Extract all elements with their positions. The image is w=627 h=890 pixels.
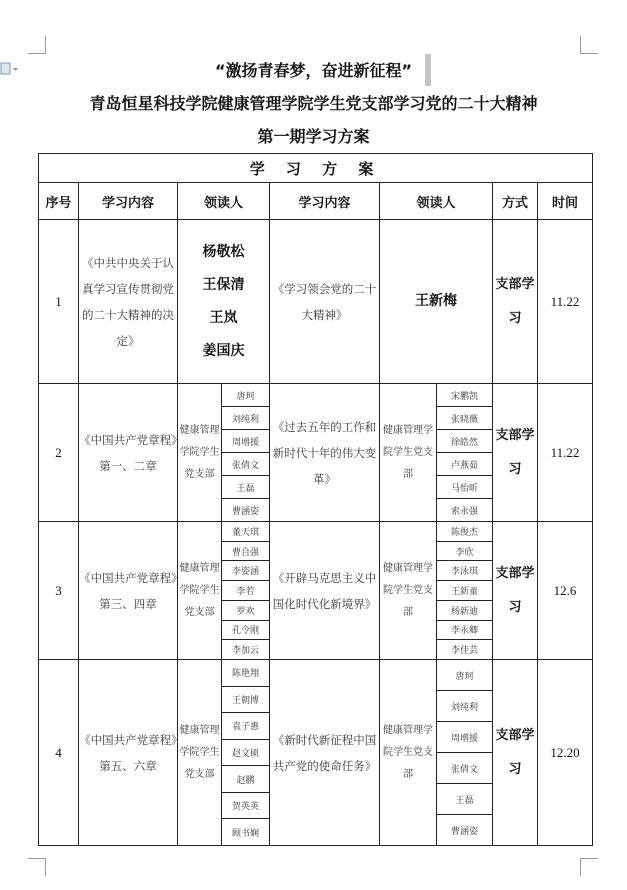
reader-name: 徐皓然 (437, 430, 492, 453)
method-text: 支部学习 (495, 565, 535, 615)
reader-name: 王岚 (209, 309, 238, 326)
crop-mark-bottom-right (580, 858, 598, 876)
doc-title-sub: 第一期学习方案 (257, 127, 370, 146)
study-content: 《中国共产党章程》第五、六章 (79, 660, 178, 846)
table-caption: 学 习 方 案 (39, 154, 593, 183)
reader-list (437, 660, 493, 846)
reader-name: 张倩文 (222, 453, 269, 476)
reader-list (437, 384, 493, 522)
reader-list (222, 660, 270, 846)
study-content: 《中国共产党章程》第一、二章 (79, 384, 178, 522)
study-time: 12.6 (538, 522, 593, 660)
reader-name: 周增援 (437, 722, 492, 753)
reader-organization: 健康管理学院学生党支部 (380, 522, 437, 660)
method-text: 支部学习 (495, 727, 535, 777)
study-method (493, 522, 538, 660)
study-method (493, 660, 538, 846)
method-text: 支部学习 (495, 276, 535, 326)
header-method: 方式 (493, 183, 538, 220)
study-content: 《学习领会党的二十大精神》 (270, 220, 380, 384)
reader-name: 李永卿 (437, 621, 492, 641)
reader-name: 罗欢 (222, 601, 269, 621)
reader-name: 赵鹏 (222, 766, 269, 793)
row-number: 3 (39, 522, 79, 660)
reader-name: 杨新迪 (437, 601, 492, 621)
row-number: 4 (39, 660, 79, 846)
study-method (493, 384, 538, 522)
reader-name: 李欣 (437, 542, 492, 562)
reader-organization: 健康管理学院学生党支部 (178, 522, 222, 660)
study-content: 《中共中央关于认真学习宣传贯彻党的二十大精神的决定》 (79, 220, 178, 384)
reader-name: 姜国庆 (202, 342, 245, 359)
table-row (39, 660, 593, 846)
header-time: 时间 (538, 183, 593, 220)
reader-name: 王磊 (437, 784, 492, 815)
table-header-row (39, 183, 593, 220)
row-number: 2 (39, 384, 79, 522)
study-content: 《中国共产党章程》第三、四章 (79, 522, 178, 660)
table-row (39, 220, 593, 384)
reader-list (222, 522, 270, 660)
reader-organization: 健康管理学院学生党支部 (178, 660, 222, 846)
study-content: 《过去五年的工作和新时代十年的伟大变革》 (270, 384, 380, 522)
reader-name: 卢燕茹 (437, 453, 492, 476)
header-content-2: 学习内容 (270, 183, 380, 220)
reader-name: 李加云 (231, 646, 259, 657)
reader-group (178, 220, 270, 384)
reader-name: 李泳琪 (437, 561, 492, 581)
reader-name: 李姿涵 (222, 561, 269, 581)
reader-organization: 健康管理学院学生党支部 (380, 384, 437, 522)
reader-name: 董天琪 (222, 522, 269, 542)
header-reader-1: 领读人 (178, 183, 270, 220)
study-time: 11.22 (538, 220, 593, 384)
reader-name: 索永强 (450, 506, 478, 517)
reader-name: 王保清 (202, 276, 245, 293)
reader-name: 张倩文 (437, 753, 492, 784)
reader-name: 顾书娴 (231, 828, 259, 839)
study-time: 12.20 (538, 660, 593, 846)
reader-name: 李若 (222, 581, 269, 601)
reader-name: 王朝博 (222, 687, 269, 714)
reader-name: 王新童 (437, 581, 492, 601)
doc-title-slogan: “激扬青春梦，奋进新征程” (214, 61, 413, 80)
reader-organization: 健康管理学院学生党支部 (380, 660, 437, 846)
reader-name: 王磊 (222, 476, 269, 499)
reader-organization: 健康管理学院学生党支部 (178, 384, 222, 522)
reader-name: 王新梅 (380, 220, 493, 384)
reader-list (222, 384, 270, 522)
reader-name: 刘纯利 (437, 691, 492, 722)
reader-list (437, 522, 493, 660)
reader-name: 赵文硕 (222, 740, 269, 767)
table-row (39, 522, 593, 660)
reader-name: 李佳芸 (450, 646, 478, 657)
reader-name: 曹涵姿 (450, 826, 478, 837)
header-content-1: 学习内容 (79, 183, 178, 220)
reader-name: 马怡昕 (437, 476, 492, 499)
reader-name: 曹涵姿 (231, 506, 259, 517)
reader-name: 周增援 (222, 430, 269, 453)
header-no: 序号 (39, 183, 79, 220)
reader-name: 唐珂 (437, 660, 492, 691)
reader-name: 刘纯利 (222, 407, 269, 430)
method-text: 支部学习 (495, 427, 535, 477)
crop-mark-bottom-left (28, 858, 46, 876)
study-content: 《开辟马克思主义中国化时代化新境界》 (270, 522, 380, 660)
reader-name: 宋鹏凯 (437, 384, 492, 407)
reader-name: 唐珂 (222, 384, 269, 407)
reader-name: 袁子惠 (222, 713, 269, 740)
reader-name: 贺英英 (222, 793, 269, 820)
study-time: 11.22 (538, 384, 593, 522)
reader-name: 张晓薇 (437, 407, 492, 430)
reader-name: 陈俊杰 (437, 522, 492, 542)
reader-name: 陈艳翔 (222, 660, 269, 687)
reader-name: 曹自强 (222, 542, 269, 562)
study-method (493, 220, 538, 384)
study-plan-table (38, 153, 593, 846)
header-reader-2: 领读人 (380, 183, 493, 220)
reader-name: 孔令刚 (222, 621, 269, 641)
crop-mark-top-right (580, 36, 598, 54)
row-number: 1 (39, 220, 79, 384)
table-row (39, 384, 593, 522)
crop-mark-top-left (28, 36, 46, 54)
doc-title-main: 青岛恒星科技学院健康管理学院学生党支部学习党的二十大精神 (89, 94, 538, 113)
study-content: 《新时代新征程中国共产党的使命任务》 (270, 660, 380, 846)
reader-name: 杨敬松 (202, 243, 245, 260)
